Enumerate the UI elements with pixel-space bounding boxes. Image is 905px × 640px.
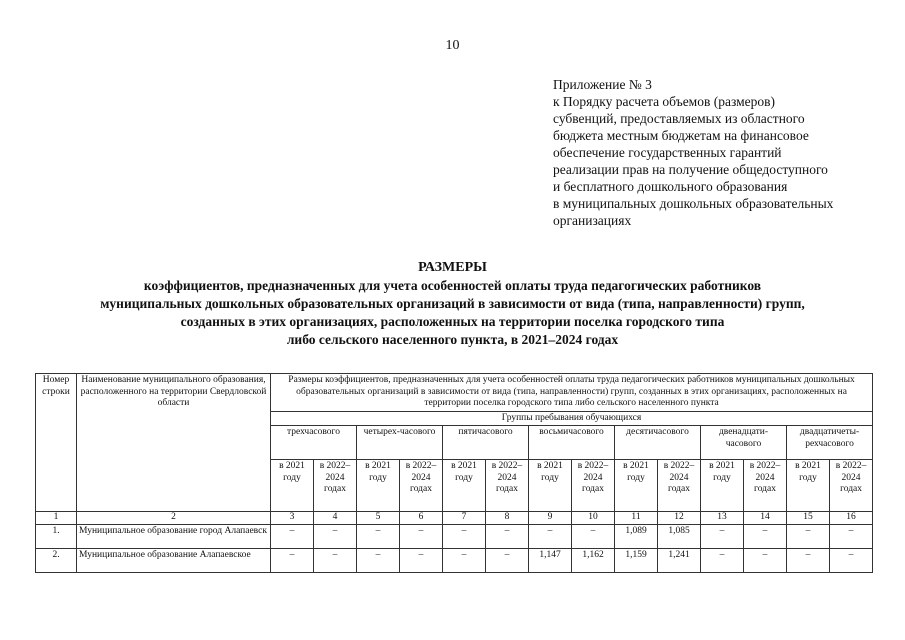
group-header: десятичасового — [615, 426, 701, 460]
header-groups: Группы пребывания обучающихся — [271, 411, 873, 426]
year-2022-2024-header: в 2022–2024 годах — [744, 460, 787, 512]
group-header: четырех-часового — [357, 426, 443, 460]
column-number: 9 — [529, 512, 572, 525]
year-2021-header: в 2021 году — [529, 460, 572, 512]
coefficient-cell: – — [314, 548, 357, 572]
header-municipality: Наименование муниципального образования, расположенного на территории Свердловской области — [77, 374, 271, 512]
coefficient-cell: – — [486, 524, 529, 548]
appendix-line: в муниципальных дошкольных образовательных — [553, 196, 834, 211]
year-2021-header: в 2021 году — [357, 460, 400, 512]
coefficient-cell: 1,085 — [658, 524, 701, 548]
column-number: 3 — [271, 512, 314, 525]
column-number: 7 — [443, 512, 486, 525]
appendix-line: обеспечение государственных гарантий — [553, 145, 782, 160]
municipality-name: Муниципальное образование город Алапаевск — [77, 524, 271, 548]
year-2021-header: в 2021 году — [271, 460, 314, 512]
coefficient-cell: – — [701, 548, 744, 572]
coefficient-cell: – — [787, 548, 830, 572]
column-number: 8 — [486, 512, 529, 525]
year-2021-header: в 2021 году — [443, 460, 486, 512]
document-title — [20, 259, 885, 349]
year-2022-2024-header: в 2022–2024 годах — [314, 460, 357, 512]
appendix-line: субвенций, предоставляемых из областного — [553, 111, 805, 126]
appendix-line: и бесплатного дошкольного образования — [553, 179, 788, 194]
column-number-row — [36, 512, 873, 525]
appendix-line: бюджета местным бюджетам на финансовое — [553, 128, 809, 143]
appendix-line: к Порядку расчета объемов (размеров) — [553, 94, 776, 109]
column-number: 13 — [701, 512, 744, 525]
year-2022-2024-header: в 2022–2024 годах — [400, 460, 443, 512]
coefficient-cell: – — [572, 524, 615, 548]
municipality-name: Муниципальное образование Алапаевское — [77, 548, 271, 572]
column-number: 16 — [830, 512, 873, 525]
column-number: 1 — [36, 512, 77, 525]
coefficient-cell: – — [314, 524, 357, 548]
header-coefficients: Размеры коэффициентов, предназначенных для учета особенностей оплаты труда педагогических работников муниципальных дошкольных образовательных организаций в зависимости от вида (типа, направленности) групп, созданных в этих организациях, расположенных на территории поселка городского типа либо сельского населенного пункта — [271, 374, 873, 412]
table-row — [36, 524, 873, 548]
year-2021-header: в 2021 году — [701, 460, 744, 512]
coefficient-cell: – — [400, 524, 443, 548]
coefficient-cell: 1,147 — [529, 548, 572, 572]
year-2021-header: в 2021 году — [787, 460, 830, 512]
title-subtitle-line: коэффициентов, предназначенных для учета особенностей оплаты труда педагогических работников — [143, 278, 762, 293]
table-row — [36, 548, 873, 572]
year-2022-2024-header: в 2022–2024 годах — [486, 460, 529, 512]
coefficient-cell: – — [271, 548, 314, 572]
appendix-line: организациях — [553, 213, 632, 228]
year-2022-2024-header: в 2022–2024 годах — [658, 460, 701, 512]
coefficient-cell: – — [701, 524, 744, 548]
coefficient-cell: – — [443, 548, 486, 572]
column-number: 10 — [572, 512, 615, 525]
year-2021-header: в 2021 году — [615, 460, 658, 512]
column-number: 11 — [615, 512, 658, 525]
coefficient-cell: – — [400, 548, 443, 572]
coefficient-cell: – — [744, 548, 787, 572]
appendix-line: Приложение № 3 — [553, 77, 652, 92]
group-header: двенадцати-часового — [701, 426, 787, 460]
coefficients-table — [35, 373, 873, 573]
group-header: пятичасового — [443, 426, 529, 460]
header-row-number: Номер строки — [36, 374, 77, 512]
title-main: РАЗМЕРЫ — [418, 260, 487, 275]
title-subtitle-line: созданных в этих организациях, расположенных на территории поселка городского типа — [180, 314, 725, 329]
column-number: 2 — [77, 512, 271, 525]
group-header: восьмичасового — [529, 426, 615, 460]
coefficient-cell: – — [486, 548, 529, 572]
coefficient-cell: 1,241 — [658, 548, 701, 572]
year-2022-2024-header: в 2022–2024 годах — [572, 460, 615, 512]
column-number: 14 — [744, 512, 787, 525]
title-subtitle-line: муниципальных дошкольных образовательных организаций в зависимости от вида (типа, направленности) групп, — [100, 296, 805, 311]
year-2022-2024-header: в 2022–2024 годах — [830, 460, 873, 512]
coefficient-cell: 1,089 — [615, 524, 658, 548]
group-header: трехчасового — [271, 426, 357, 460]
page-number: 10 — [445, 38, 460, 53]
column-number: 12 — [658, 512, 701, 525]
title-subtitle-line: либо сельского населенного пункта, в 2021–2024 годах — [286, 332, 619, 347]
coefficient-cell: – — [357, 548, 400, 572]
coefficient-cell: 1,162 — [572, 548, 615, 572]
column-number: 5 — [357, 512, 400, 525]
coefficient-cell: – — [830, 548, 873, 572]
row-number: 2. — [36, 548, 77, 572]
coefficient-cell: – — [529, 524, 572, 548]
coefficient-cell: – — [830, 524, 873, 548]
coefficient-cell: – — [357, 524, 400, 548]
appendix-note — [553, 76, 883, 229]
table-header-row — [36, 374, 873, 412]
column-number: 6 — [400, 512, 443, 525]
column-number: 4 — [314, 512, 357, 525]
coefficient-cell: – — [787, 524, 830, 548]
coefficient-cell: 1,159 — [615, 548, 658, 572]
column-number: 15 — [787, 512, 830, 525]
group-header: двадцатичеты-рехчасового — [787, 426, 873, 460]
coefficient-cell: – — [271, 524, 314, 548]
appendix-line: реализации прав на получение общедоступного — [553, 162, 828, 177]
row-number: 1. — [36, 524, 77, 548]
coefficient-cell: – — [443, 524, 486, 548]
coefficient-cell: – — [744, 524, 787, 548]
